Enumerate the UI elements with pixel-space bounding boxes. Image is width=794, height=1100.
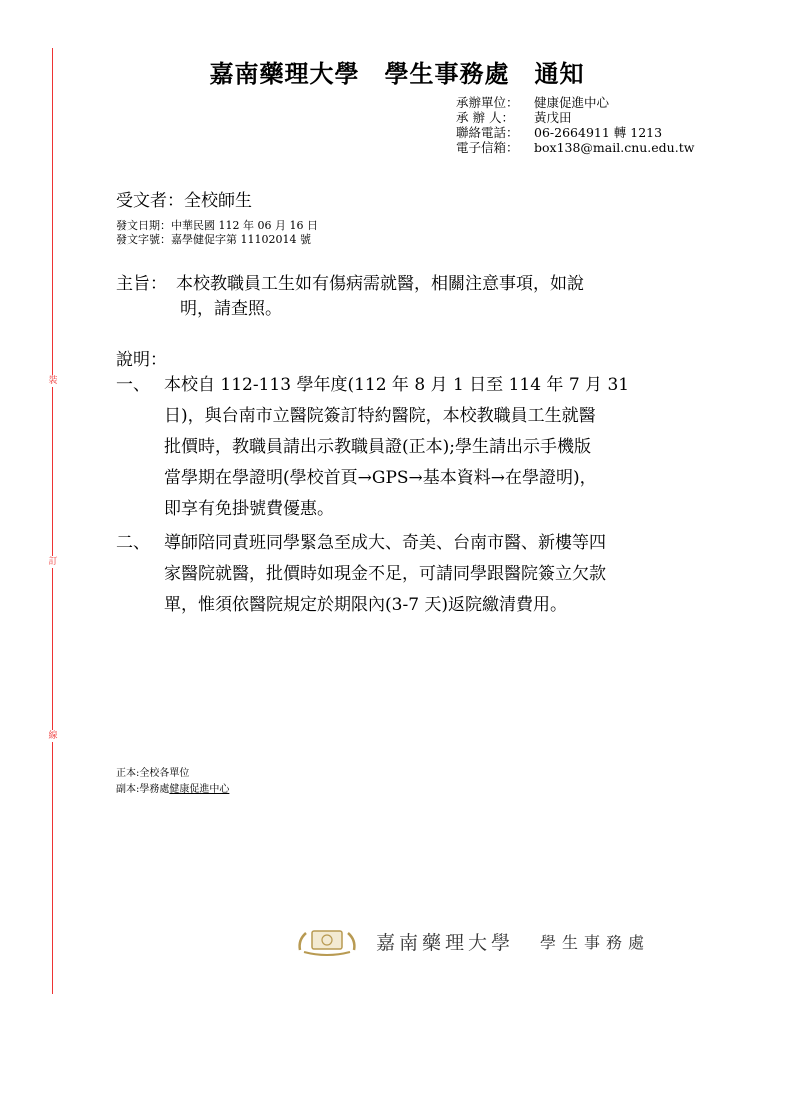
document-number: 發文字號：嘉學健促字第 11102014 號 xyxy=(116,233,311,246)
item-line: 單，惟須依醫院規定於期限內(3-7 天)返院繳清費用。 xyxy=(164,595,568,615)
binding-mark-zhuang: 裝 xyxy=(48,376,58,386)
item-number: 二、 xyxy=(116,533,150,553)
contact-label: 電子信箱： xyxy=(456,140,519,155)
contact-label: 承 辦 人： xyxy=(456,110,514,125)
binding-line xyxy=(52,48,53,994)
original-recipients: 正本:全校各單位 xyxy=(116,768,190,779)
explanation-item-1 xyxy=(116,370,726,525)
recipient: 受文者：全校師生 xyxy=(116,191,252,211)
copy-recipients xyxy=(116,782,229,798)
subject-label: 主旨： xyxy=(116,274,167,294)
contact-value: 黃戊田 xyxy=(534,110,572,125)
item-number: 一、 xyxy=(116,375,150,395)
item-body xyxy=(164,370,726,525)
item-line: 當學期在學證明(學校首頁→GPS→基本資料→在學證明)， xyxy=(164,468,597,488)
school-emblem-icon xyxy=(296,926,358,956)
contact-row-phone xyxy=(456,125,694,140)
subject-line: 本校教職員工生如有傷病需就醫，相關注意事項，如說 xyxy=(176,274,584,294)
subject-section xyxy=(116,272,716,322)
item-line: 即享有免掛號費優惠。 xyxy=(164,499,334,519)
item-line: 批價時，教職員請出示教職員證(正本);學生請出示手機版 xyxy=(164,437,591,457)
binding-mark-ding: 訂 xyxy=(48,557,58,567)
copy-unit: 健康促進中心 xyxy=(169,784,230,795)
contact-block xyxy=(456,95,694,155)
contact-value: 06-2664911 轉 1213 xyxy=(534,125,663,140)
contact-email: box138@mail.cnu.edu.tw xyxy=(534,140,695,155)
contact-row-unit xyxy=(456,95,694,110)
footer-signature xyxy=(296,924,716,958)
contact-row-email xyxy=(456,140,694,155)
item-line: 日)，與台南市立醫院簽訂特約醫院，本校教職員工生就醫 xyxy=(164,406,596,426)
contact-row-person xyxy=(456,110,694,125)
subject-line: 明，請查照。 xyxy=(180,299,282,319)
explanation-item-2 xyxy=(116,528,726,621)
item-line: 本校自 112-113 學年度(112 年 8 月 1 日至 114 年 7 月 31 xyxy=(164,375,630,395)
item-body xyxy=(164,528,726,621)
subject-text xyxy=(176,272,716,322)
contact-value: 健康促進中心 xyxy=(534,95,610,110)
distribution-list xyxy=(116,766,229,798)
contact-label: 承辦單位： xyxy=(456,95,519,110)
item-line: 家醫院就醫，批價時如現金不足，可請同學跟醫院簽立欠款 xyxy=(164,564,606,584)
document-meta xyxy=(116,219,318,247)
contact-label: 聯絡電話： xyxy=(456,125,519,140)
footer-office-name: 學生事務處 xyxy=(540,932,651,952)
binding-mark-xian: 線 xyxy=(48,731,58,741)
footer-school-name: 嘉南藥理大學 xyxy=(376,931,515,954)
explanation-label: 說明： xyxy=(116,350,167,370)
document-title: 嘉南藥理大學 學生事務處 通知 xyxy=(209,59,585,88)
issue-date: 發文日期：中華民國 112 年 06 月 16 日 xyxy=(116,219,318,232)
copy-prefix: 副本:學務處 xyxy=(116,784,170,795)
item-line: 導師陪同責班同學緊急至成大、奇美、台南市醫、新樓等四 xyxy=(164,533,606,553)
